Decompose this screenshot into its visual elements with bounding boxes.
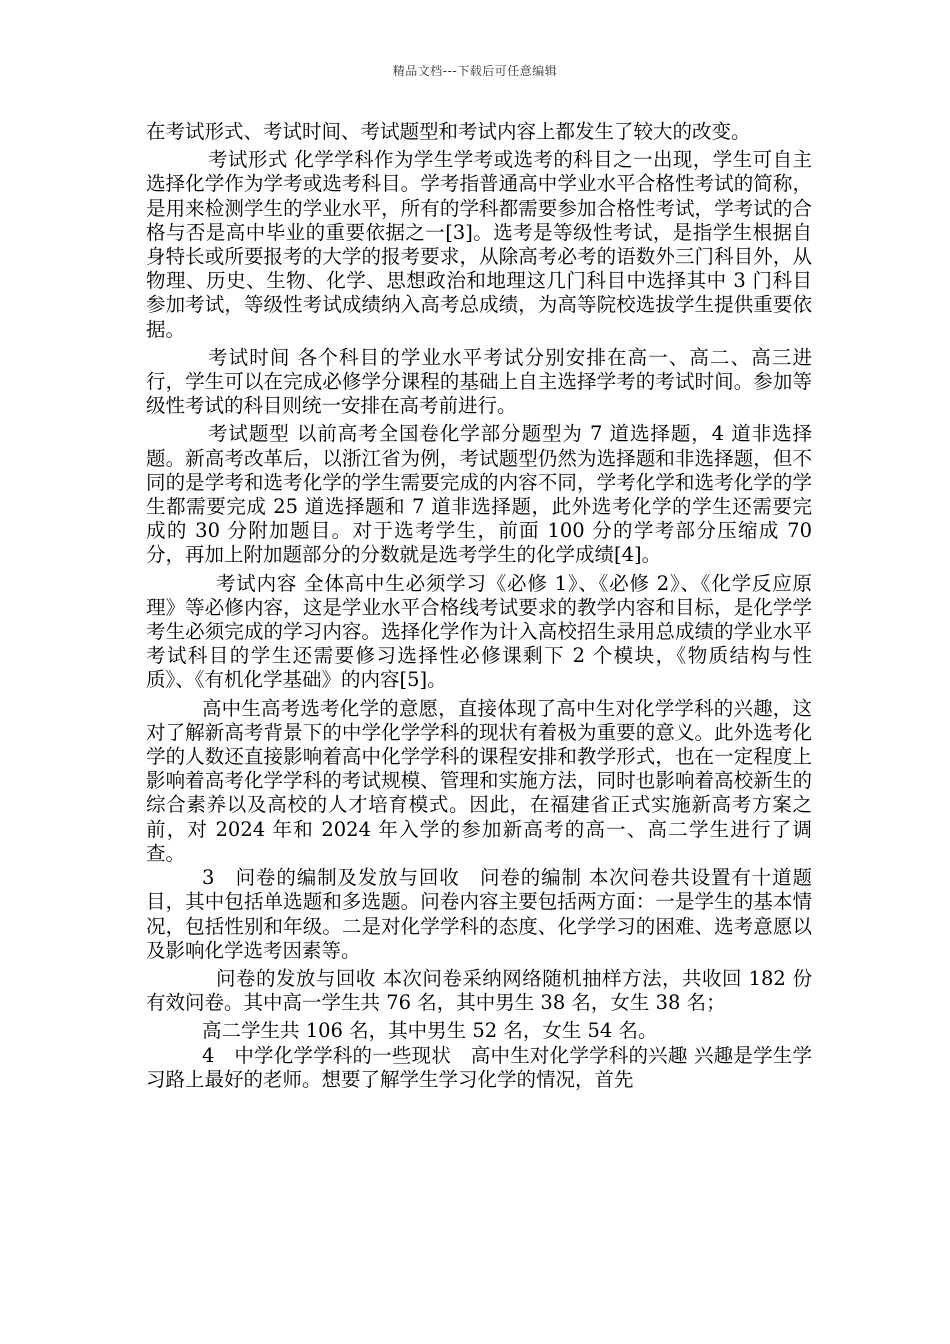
paragraph-questionnaire-distribution: 问卷的发放与回收 本次问卷采纳网络随机抽样方法，共收回 182 份有效问卷。其中高一学生共 76 名，其中男生 38 名，女生 38 名； [146,966,812,1015]
paragraph-chemistry-status: 4 中学化学学科的一些现状 高中生对化学学科的兴趣 兴趣是学生学习路上最好的老师。想要了解学生学习化学的情况，首先 [146,1043,812,1091]
page-header: 精品文档---下载后可任意编辑 [392,64,558,78]
paragraph-exam-time: 考试时间 各个科目的学业水平考试分别安排在高一、高二、高三进行，学生可以在完成必修学分课程的基础上自主选择学考的考试时间。参加等级性考试的科目则统一安排在高考前进行。 [146,345,812,418]
paragraph-exam-content: 考试内容 全体高中生必须学习《必修 1》、《必修 2》、《化学反应原理》等必修内容，这是学业水平合格线考试要求的教学内容和目标，是化学学考生必须完成的学习内容。选择化学作为计入高校招生录用总成绩的学业水平考试科目的学生还需要修习选择性必修课剩下 2 个模块，《物质结构与性质》、《有机化学基础》的内容[5]。 [146,571,812,692]
paragraph-exam-format: 考试形式 化学学科作为学生学考或选考的科目之一出现，学生可自主选择化学作为学考或选考科目。学考指普通高中学业水平合格性考试的简称，是用来检测学生的学业水平，所有的学科都需要参加合格性考试，学考试的合格与否是高中毕业的重要依据之一[3]。选考是等级性考试，是指学生根据自身特长或所要报考的大学的报考要求，从除高考必考的语数外三门科目外，从物理、历史、生物、化学、思想政治和地理这几门科目中选择其中 3 门科目参加考试，等级性考试成绩纳入高考总成绩，为高等院校选拔学生提供重要依据。 [146,148,812,341]
paragraph-exam-question-types: 考试题型 以前高考全国卷化学部分题型为 7 道选择题，4 道非选择题。新高考改革后，以浙江省为例，考试题型仍然为选择题和非选择题，但不同的是学考和选考化学的学生需要完成的内容不同，学考化学和选考化学的学生都需要完成 25 道选择题和 7 道非选择题，此外选考化学的学生还需要完成的 30 分附加题目。对于选考学生，前面 100 分的学考部分压缩成 70 分，再加上附加题部分的分数就是选考学生的化学成绩[4]。 [146,422,812,567]
paragraph-exam-changes: 在考试形式、考试时间、考试题型和考试内容上都发生了较大的改变。 [146,120,751,143]
paragraph-grade-two-students: 高二学生共 106 名，其中男生 52 名，女生 54 名。 [202,1019,658,1043]
paragraph-elective-willingness: 高中生高考选考化学的意愿，直接体现了高中生对化学学科的兴趣，这对了解新高考背景下的中学化学学科的现状有着极为重要的意义。此外选考化学的人数还直接影响着高中化学学科的课程安排和教学形式，也在一定程度上影响着高考化学学科的考试规模、管理和实施方法，同时也影响着高校新生的综合素养以及高校的人才培育模式。因此，在福建省正式实施新高考方案之前，对 2024 年和 2024 年入学的参加新高考的高一、高二学生进行了调查。 [146,696,812,865]
document-body [146,120,812,1092]
paragraph-questionnaire-design: 3 问卷的编制及发放与回收 问卷的编制 本次问卷共设置有十道题目，其中包括单选题和多选题。问卷内容主要包括两方面：一是学生的基本情况，包括性别和年级。二是对化学学科的态度、化学学习的困难、选考意愿以及影响化学选考因素等。 [146,866,812,962]
